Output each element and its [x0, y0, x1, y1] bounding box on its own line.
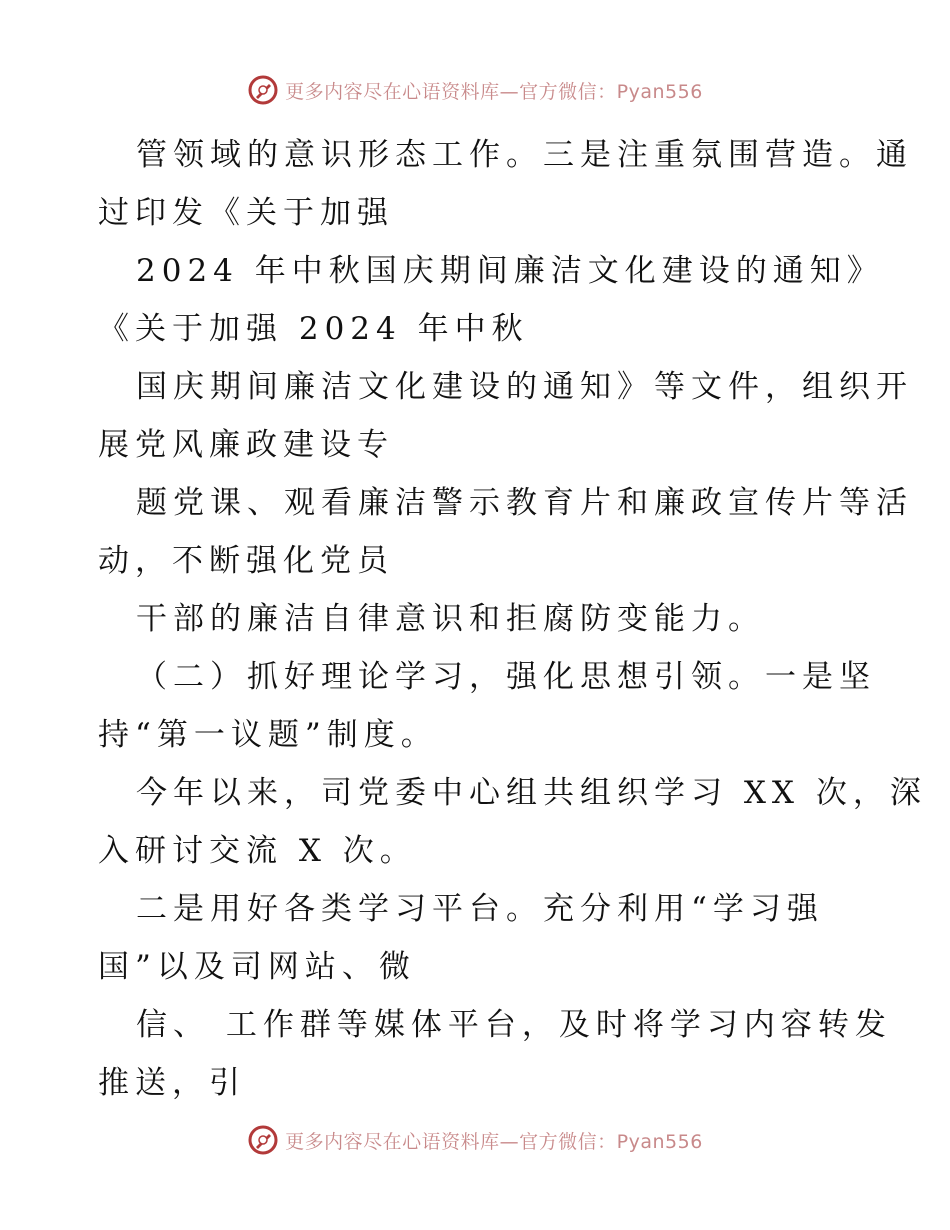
paragraph-line: 信、 工作群等媒体平台，及时将学习内容转发 — [136, 1007, 892, 1043]
watermark-header — [0, 70, 950, 110]
paragraph-line: 国庆期间廉洁文化建设的通知》等文件，组织开 — [136, 369, 913, 405]
paragraph-line: 管领域的意识形态工作。三是注重氛围营造。通 — [136, 137, 913, 173]
watermark-text: 更多内容尽在心语资料库—官方微信：Pyan556 — [285, 80, 703, 103]
paragraph-line: 持“第一议题”制度。 — [98, 717, 438, 753]
paragraph-line: 题党课、观看廉洁警示教育片和廉政宣传片等活 — [136, 485, 913, 521]
paragraph-line: 国”以及司网站、微 — [98, 949, 416, 985]
paragraph-line: 展党风廉政建设专 — [98, 427, 394, 463]
paragraph-line: 《关于加强 2024 年中秋 — [98, 311, 529, 347]
paragraph-line: 推送，引 — [98, 1065, 246, 1101]
document-body — [98, 126, 927, 1112]
paragraph-line: 二是用好各类学习平台。充分利用“学习强 — [136, 891, 824, 927]
red-seal-pen-icon — [247, 1124, 279, 1156]
paragraph-line: 过印发《关于加强 — [98, 195, 394, 231]
red-seal-pen-icon — [247, 74, 279, 106]
paragraph-line: 动，不断强化党员 — [98, 543, 394, 579]
paragraph-line: 入研讨交流 X 次。 — [98, 833, 417, 869]
paragraph-line: 2024 年中秋国庆期间廉洁文化建设的通知》 — [136, 253, 884, 289]
paragraph-line: 干部的廉洁自律意识和拒腐防变能力。 — [136, 601, 765, 637]
section-heading-line: （二）抓好理论学习，强化思想引领。一是坚 — [136, 659, 876, 695]
watermark-text: 更多内容尽在心语资料库—官方微信：Pyan556 — [285, 1130, 703, 1153]
paragraph-line: 今年以来，司党委中心组共组织学习 XX 次，深 — [136, 775, 927, 811]
watermark-footer — [0, 1120, 950, 1160]
